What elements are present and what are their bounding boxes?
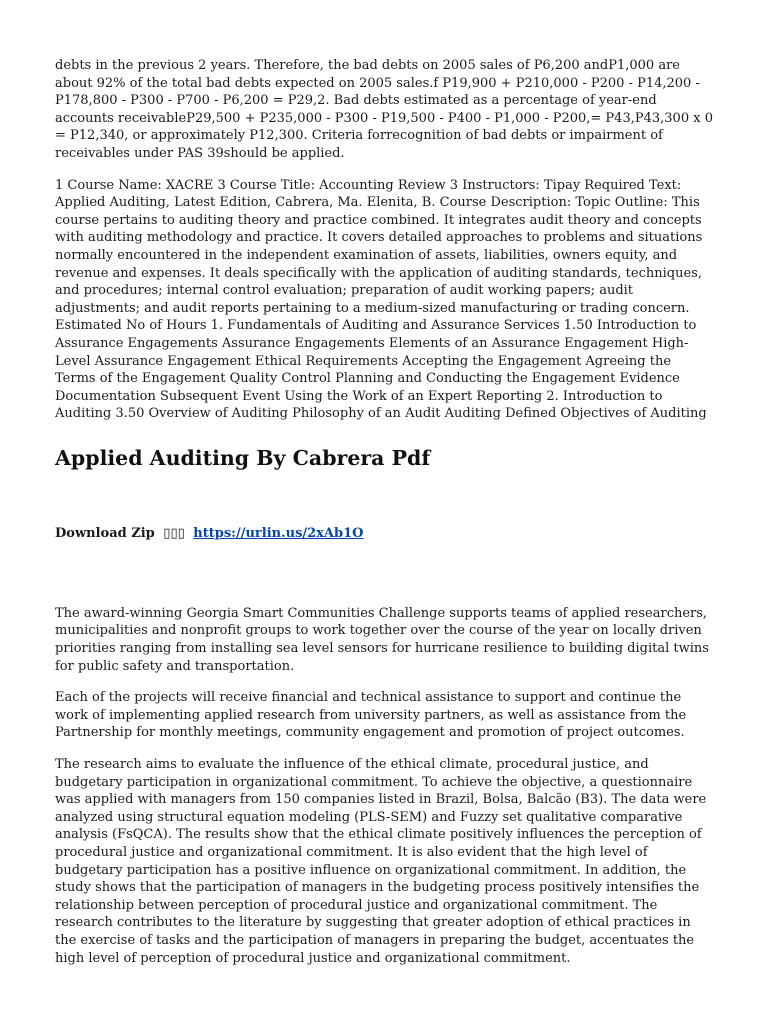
page-title: Applied Auditing By Cabrera Pdf xyxy=(55,445,431,470)
paragraph-projects-assistance: Each of the projects will receive financial and technical assistance to support and continue the work of implementing applied research from university partners, as well as assistance from the Partnership for monthly meetings, community engagement and promotion of project outcomes. xyxy=(55,690,687,741)
download-label: Download Zip xyxy=(55,525,155,541)
spacer xyxy=(55,543,715,605)
paragraph-research-abstract: The research aims to evaluate the influence of the ethical climate, procedural justice, and budgetary participation in organizational commitment. To achieve the objective, a questionnaire was applied with managers from 150 companies listed in Brazil, Bolsa, Balcão (B3). The data were analyzed using structural equation modeling (PLS-SEM) and Fuzzy set qualitative comparative analysis (FsQCA). The results show that the ethical climate positively influences the perception of procedural justice and organizational commitment. It is also evident that the high level of budgetary participation has a positive influence on organizational commitment. In addition, the study shows that the participation of managers in the budgeting process positively intensifies the relationship between perception of procedural justice and organizational commitment. The research contributes to the literature by suggesting that greater adoption of ethical practices in the exercise of tasks and the participation of managers in preparing the budget, accentuates the high level of perception of procedural justice and organizational commitment. xyxy=(55,757,707,966)
download-link[interactable]: https://urlin.us/2xAb1O xyxy=(193,525,364,541)
download-line xyxy=(55,525,715,543)
download-arrow-icon: ▯▯▯ xyxy=(163,525,185,541)
document-page xyxy=(55,57,715,981)
paragraph-course-outline: 1 Course Name: XACRE 3 Course Title: Accounting Review 3 Instructors: Tipay Required Text: Applied Auditing, Latest Edition, Cabrera, Ma. Elenita, B. Course Description: Topic Outline: This course pertains to auditing theory and practice combined. It integrates audit theory and concepts with auditing methodology and practice. It covers detailed approaches to problems and situations normally encountered in the independent examination of assets, liabilities, owners equity, and revenue and expenses. It deals specifically with the application of auditing standards, techniques, and procedures; internal control evaluation; preparation of audit working papers; audit adjustments; and audit reports pertaining to a medium-sized manufacturing or trading concern. Estimated No of Hours 1. Fundamentals of Auditing and Assurance Services 1.50 Introduction to Assurance Engagements Assurance Engagements Elements of an Assurance Engagement High-Level Assurance Engagement Ethical Requirements Accepting the Engagement Agreeing the Terms of the Engagement Quality Control Planning and Conducting the Engagement Evidence Documentation Subsequent Event Using the Work of an Expert Reporting 2. Introduction to Auditing 3.50 Overview of Auditing Philosophy of an Audit Auditing Defined Objectives of Auditing xyxy=(55,177,707,422)
paragraph-georgia-challenge: The award-winning Georgia Smart Communities Challenge supports teams of applied researchers, municipalities and nonprofit groups to work together over the course of the year on locally driven priorities ranging from installing sea level sensors for hurricane resilience to building digital twins for public safety and transportation. xyxy=(55,605,709,674)
paragraph-bad-debts: debts in the previous 2 years. Therefore, the bad debts on 2005 sales of P6,200 andP1,000 are about 92% of the total bad debts expected on 2005 sales.f P19,900 + P210,000 - P200 - P14,200 - P178,800 - P300 - P700 - P6,200 = P29,2. Bad debts estimated as a percentage of year-end accounts receivableP29,500 + P235,000 - P300 - P19,500 - P400 - P1,000 - P200,= P43,P43,300 x 0 = P12,340, or approximately P12,300. Criteria forrecognition of bad debts or impairment of receivables under PAS 39should be applied. xyxy=(55,58,713,161)
